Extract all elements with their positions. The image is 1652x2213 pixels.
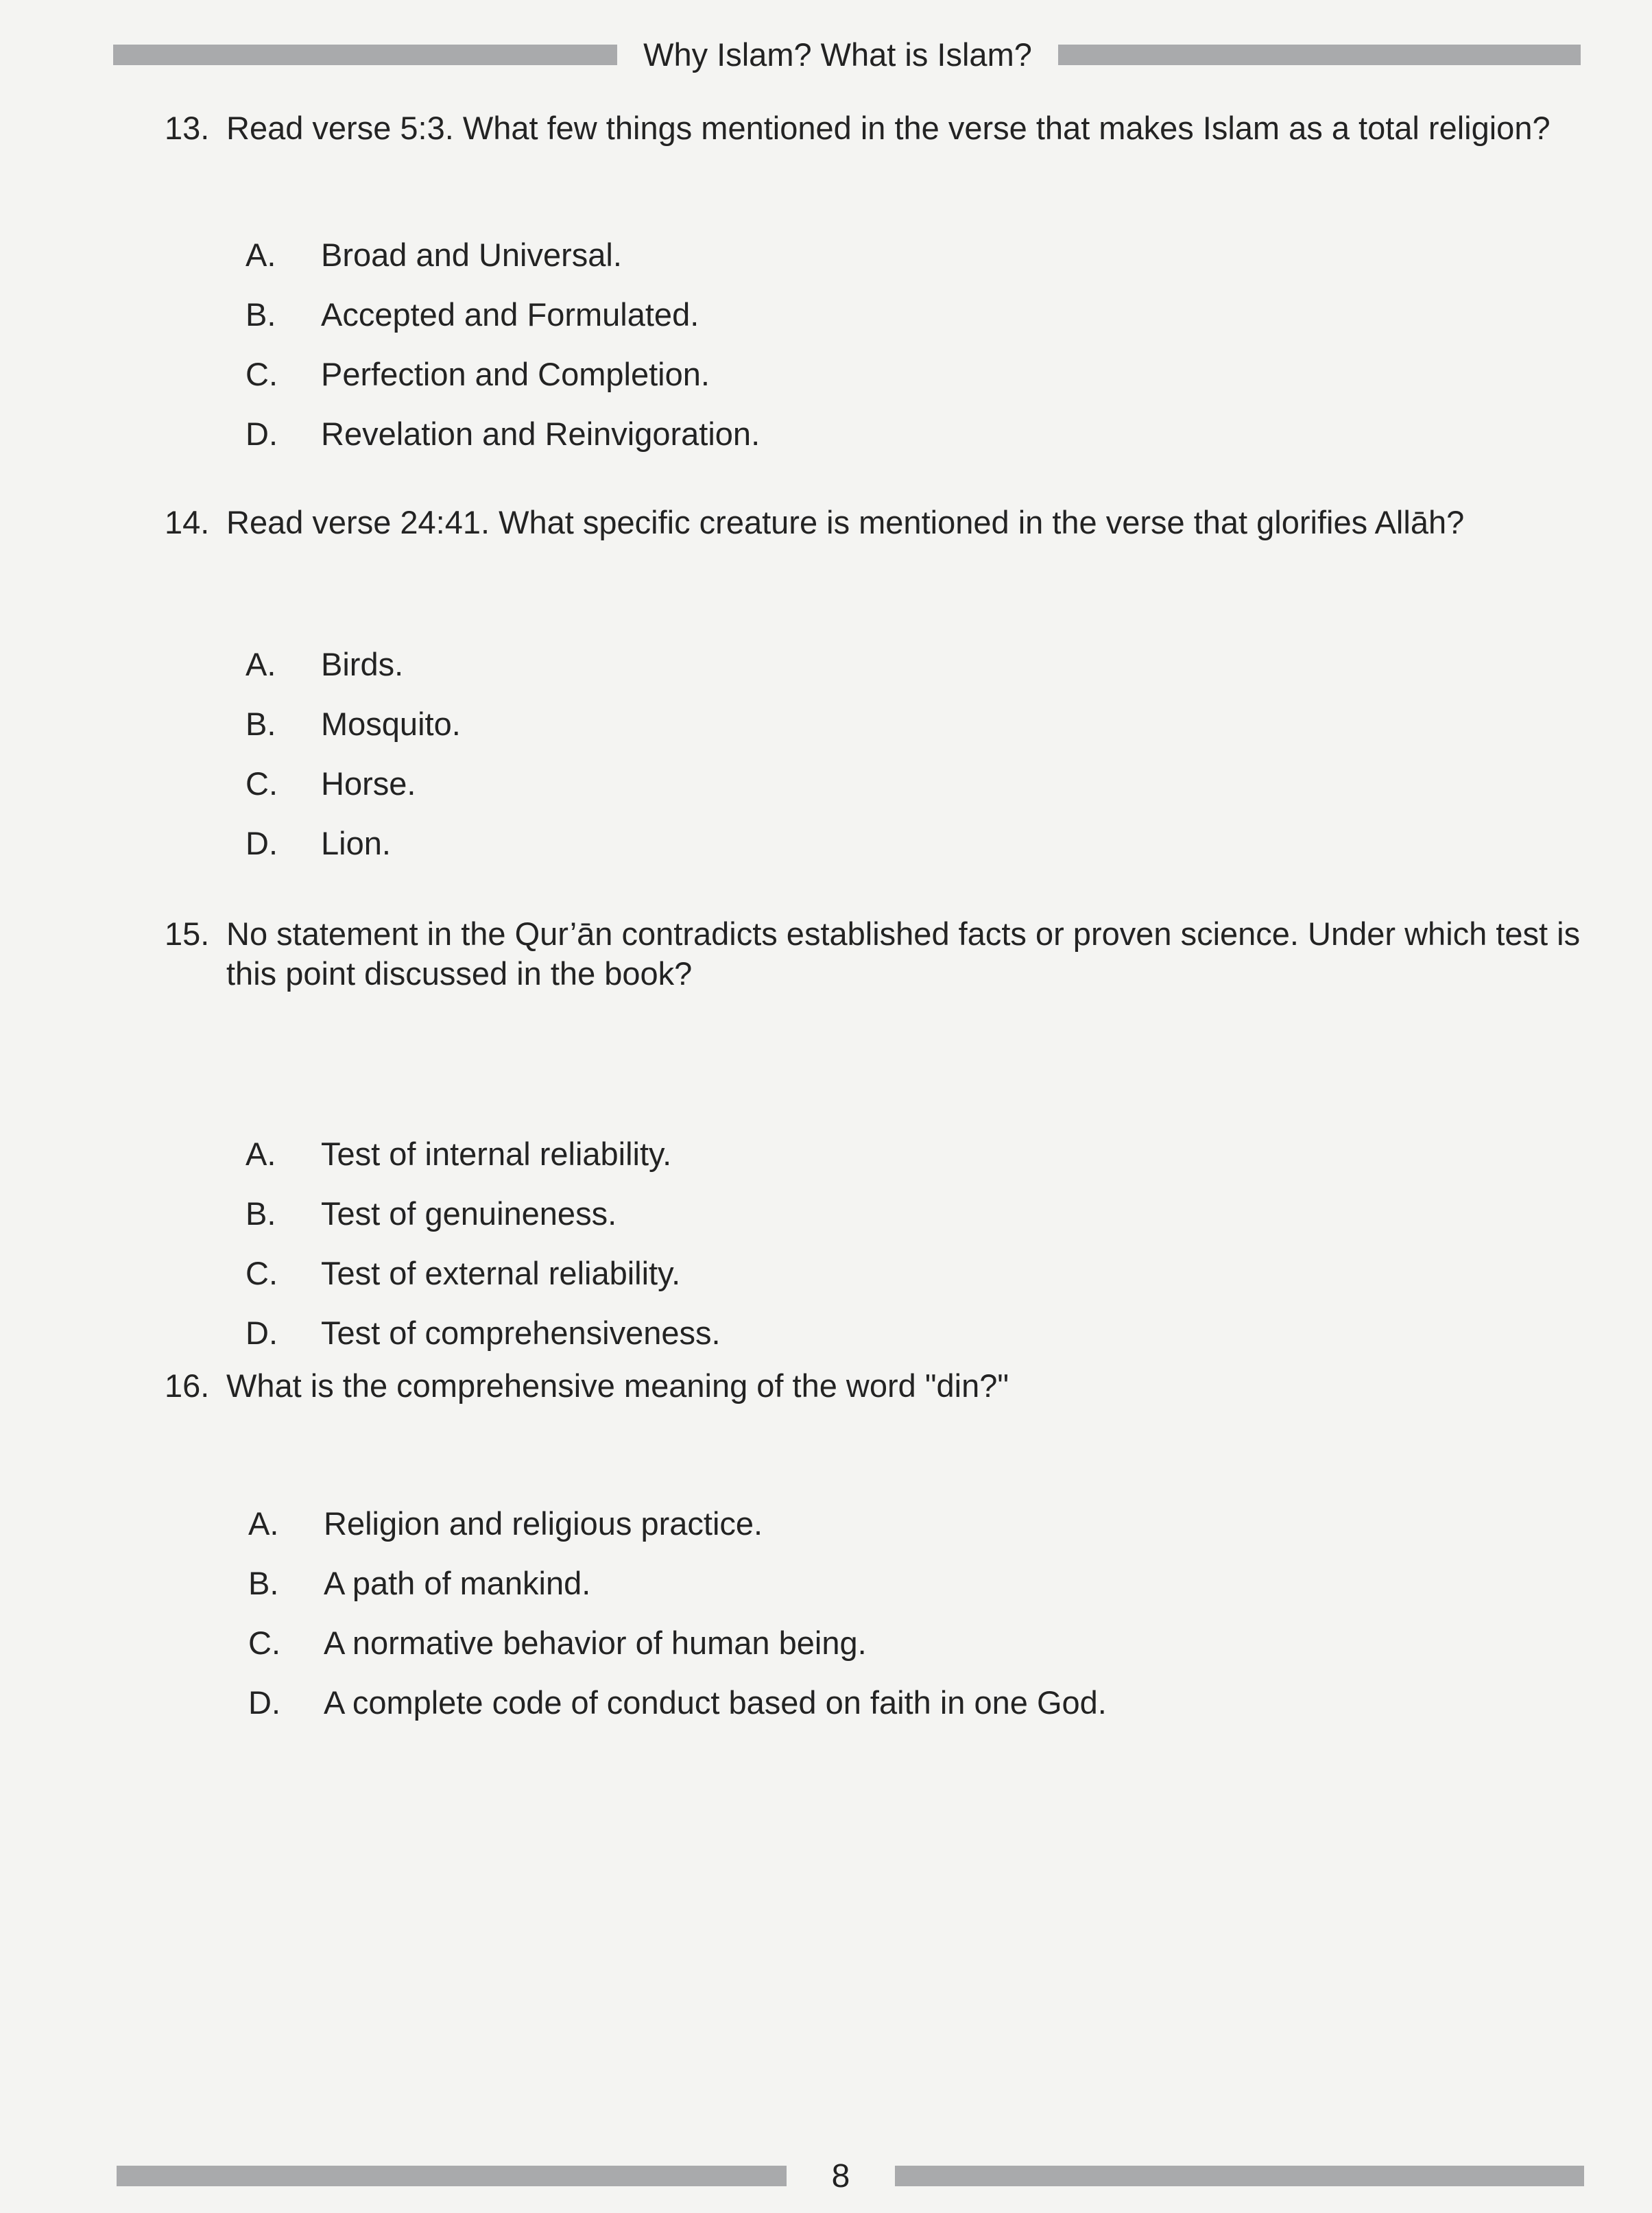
option-letter: A.	[248, 1505, 279, 1542]
option-b	[246, 1194, 616, 1234]
option-d	[246, 414, 760, 454]
header-bar-left	[113, 45, 617, 65]
option-letter: C.	[248, 1625, 280, 1661]
option-text: Religion and religious practice.	[324, 1505, 763, 1542]
option-c	[246, 355, 710, 394]
option-a	[246, 235, 622, 275]
header-bar-right	[1058, 45, 1581, 65]
option-letter: D.	[248, 1684, 280, 1721]
question-13	[165, 108, 1591, 452]
option-text: Broad and Universal.	[321, 237, 622, 273]
question-14	[165, 503, 1591, 861]
question-prompt: Read verse 24:41. What specific creature is mentioned in the verse that glorifies Allāh?	[226, 504, 1465, 540]
option-d	[246, 824, 391, 863]
question-text	[165, 108, 1591, 148]
footer-bar-right	[895, 2166, 1584, 2186]
question-text	[165, 914, 1591, 994]
option-text: A complete code of conduct based on faith in one God.	[324, 1684, 1107, 1721]
option-text: Test of comprehensiveness.	[321, 1315, 721, 1351]
page-header	[113, 33, 1581, 77]
question-16	[165, 1366, 1591, 1721]
option-text: A normative behavior of human being.	[324, 1625, 867, 1661]
option-letter: C.	[246, 1255, 278, 1291]
option-letter: B.	[246, 296, 276, 333]
option-letter: D.	[246, 416, 278, 452]
option-text: Accepted and Formulated.	[321, 296, 699, 333]
option-letter: A.	[246, 237, 276, 273]
option-a	[246, 1134, 671, 1174]
question-number: 15.	[165, 916, 210, 952]
question-text	[165, 1366, 1591, 1406]
question-prompt: No statement in the Qur’ān contradicts established facts or proven science. Under which test is this point discussed in the book?	[226, 916, 1581, 992]
question-15	[165, 914, 1591, 1351]
option-b	[246, 295, 699, 335]
option-b	[248, 1564, 590, 1603]
footer-bar-left	[117, 2166, 787, 2186]
question-number: 13.	[165, 110, 210, 146]
question-number: 14.	[165, 504, 210, 540]
option-text: Mosquito.	[321, 706, 461, 742]
option-text: Perfection and Completion.	[321, 356, 710, 392]
option-a	[246, 645, 403, 684]
option-text: Birds.	[321, 646, 404, 682]
option-letter: B.	[246, 706, 276, 742]
option-text: Revelation and Reinvigoration.	[321, 416, 761, 452]
option-text: Lion.	[321, 825, 391, 861]
option-c	[246, 1254, 680, 1293]
option-letter: A.	[246, 646, 276, 682]
question-number: 16.	[165, 1367, 210, 1404]
option-letter: B.	[248, 1565, 279, 1601]
option-d	[248, 1683, 1107, 1723]
option-a	[248, 1504, 763, 1544]
option-d	[246, 1313, 721, 1353]
question-prompt: What is the comprehensive meaning of the word "din?"	[226, 1367, 1009, 1404]
header-title: Why Islam? What is Islam?	[643, 36, 1032, 73]
option-b	[246, 704, 461, 744]
option-text: Horse.	[321, 765, 416, 802]
option-c	[248, 1623, 867, 1663]
option-letter: B.	[246, 1195, 276, 1232]
page-number: 8	[831, 2158, 850, 2194]
question-text	[165, 503, 1591, 542]
question-prompt: Read verse 5:3. What few things mentioned in the verse that makes Islam as a total religion?	[226, 110, 1551, 146]
option-letter: C.	[246, 765, 278, 802]
option-text: A path of mankind.	[324, 1565, 591, 1601]
option-letter: D.	[246, 825, 278, 861]
option-letter: C.	[246, 356, 278, 392]
option-letter: D.	[246, 1315, 278, 1351]
option-c	[246, 764, 416, 804]
option-letter: A.	[246, 1136, 276, 1172]
page-footer	[117, 2156, 1584, 2197]
option-text: Test of internal reliability.	[321, 1136, 672, 1172]
option-text: Test of external reliability.	[321, 1255, 681, 1291]
option-text: Test of genuineness.	[321, 1195, 617, 1232]
